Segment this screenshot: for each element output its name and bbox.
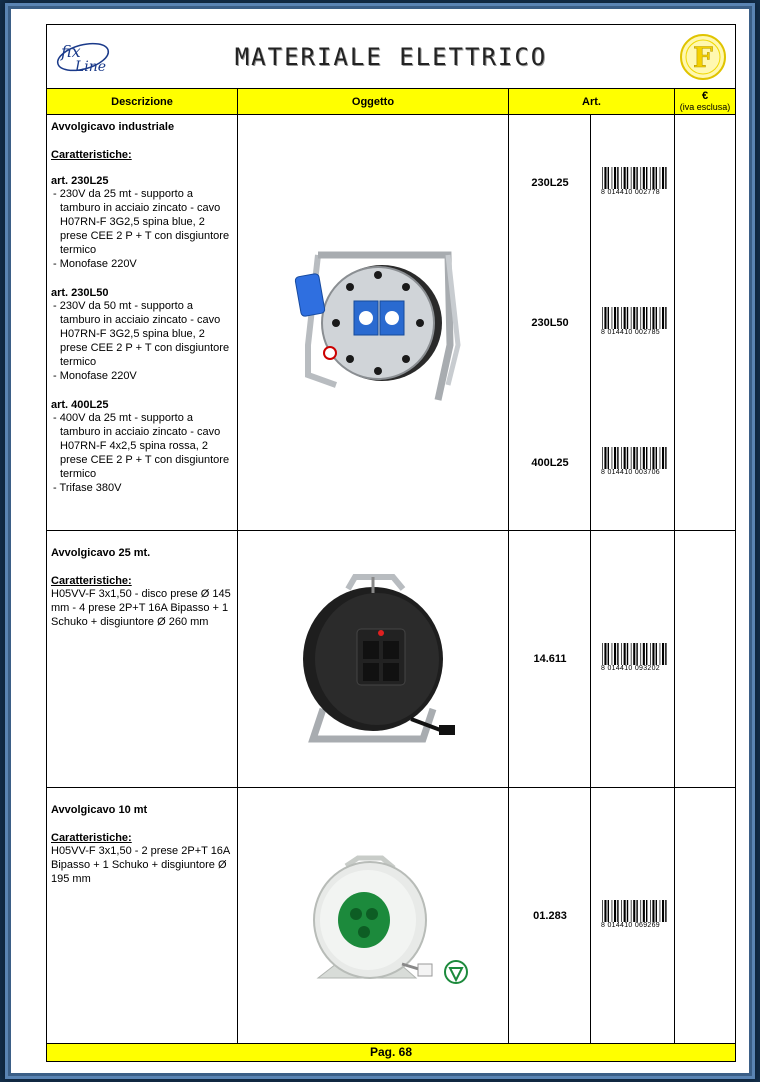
article-code: 230L50 <box>531 317 569 329</box>
page-frame <box>8 6 752 1076</box>
cable-reel-25m-image <box>293 569 463 749</box>
product-description <box>47 531 238 787</box>
article-code: 400L25 <box>531 457 569 469</box>
page-title: MATERIALE ELETTRICO <box>234 43 548 71</box>
product-text: H05VV-F 3x1,50 - 2 prese 2P+T 16A Bipasso + 1 Schuko + disgiuntore Ø 195 mm <box>51 845 230 885</box>
price-cell <box>675 531 735 787</box>
product-image-cell <box>238 788 509 1043</box>
article-code: 14.611 <box>533 653 567 665</box>
barcode <box>601 307 667 337</box>
brand-f-logo <box>679 33 727 81</box>
product-title: Avvolgicavo 10 mt <box>51 804 148 816</box>
product-title: Avvolgicavo 25 mt. <box>51 547 151 559</box>
features-label: Caratteristiche: <box>51 832 132 844</box>
column-header-price <box>675 89 735 115</box>
svg-text:fix: fix <box>61 42 81 61</box>
column-header-art: Art. <box>509 89 675 115</box>
product-image-cell <box>238 115 509 530</box>
svg-text:F: F <box>693 41 713 74</box>
variant-line: - Monofase 220V <box>53 258 137 270</box>
barcode-bars <box>601 643 667 665</box>
product-description <box>47 788 238 1043</box>
variant-name: art. 230L50 <box>51 287 109 299</box>
product-text: H05VV-F 3x1,50 - disco prese Ø 145 mm - 4 prese 2P+T 16A Bipasso + 1 Schuko + disgiuntore Ø 260 mm <box>51 588 231 628</box>
barcode-number: 8 014410 003706 <box>601 469 660 476</box>
article-code-cell <box>509 531 591 787</box>
product-image-cell <box>238 531 509 787</box>
article-code-cell <box>509 788 591 1043</box>
barcode-number: 8 014410 002778 <box>601 189 660 196</box>
article-code: 230L25 <box>531 177 569 189</box>
euro-symbol: € <box>701 89 709 102</box>
barcode-number: 8 014410 002785 <box>601 329 660 336</box>
barcode <box>601 900 667 930</box>
variant-name: art. 400L25 <box>51 399 109 411</box>
vat-note: (iva esclusa) <box>679 101 731 112</box>
price-cell <box>675 115 735 530</box>
product-title: Avvolgicavo industriale <box>51 121 175 133</box>
barcode-number: 8 014410 093202 <box>601 665 660 672</box>
barcode-cell <box>591 115 675 530</box>
barcode-cell <box>591 531 675 787</box>
catalog-sheet <box>46 24 736 1062</box>
barcode-bars <box>601 307 667 329</box>
variant-line: - 230V da 50 mt - supporto a tamburo in acciaio zincato - cavo H07RN-F 3G2,5 spina blue, 2 prese CEE 2 P + T con disgiuntore termico <box>53 300 230 368</box>
variant-line: - 230V da 25 mt - supporto a tamburo in acciaio zincato - cavo H07RN-F 3G2,5 spina blue, 2 prese CEE 2 P + T con disgiuntore termico <box>53 188 230 256</box>
barcode-bars <box>601 447 667 469</box>
article-code: 01.283 <box>533 910 567 922</box>
article-code-cell <box>509 115 591 530</box>
industrial-cable-reel-image <box>288 235 468 410</box>
barcode-bars <box>601 167 667 189</box>
product-row <box>47 531 735 788</box>
features-label: Caratteristiche: <box>51 575 132 587</box>
variant-line: - Trifase 380V <box>53 482 122 494</box>
product-row <box>47 115 735 531</box>
barcode-bars <box>601 900 667 922</box>
column-header-descrizione: Descrizione <box>47 89 238 115</box>
variant-name: art. 230L25 <box>51 175 109 187</box>
header <box>47 25 735 89</box>
svg-text:Line: Line <box>75 59 107 75</box>
cable-reel-10m-image <box>306 854 476 989</box>
product-description <box>47 115 238 530</box>
barcode <box>601 167 667 197</box>
features-label: Caratteristiche: <box>51 149 132 161</box>
product-row <box>47 788 735 1043</box>
variant-line: - 400V da 25 mt - supporto a tamburo in acciaio zincato - cavo H07RN-F 4x2,5 spina rossa, 2 prese CEE 2 P + T con disgiuntore termico <box>53 412 230 480</box>
column-header-oggetto: Oggetto <box>238 89 509 115</box>
price-cell <box>675 788 735 1043</box>
barcode <box>601 447 667 477</box>
variant-line: - Monofase 220V <box>53 370 137 382</box>
page-number: Pag. 68 <box>47 1043 735 1061</box>
barcode <box>601 643 667 673</box>
barcode-cell <box>591 788 675 1043</box>
barcode-number: 8 014410 069269 <box>601 922 660 929</box>
